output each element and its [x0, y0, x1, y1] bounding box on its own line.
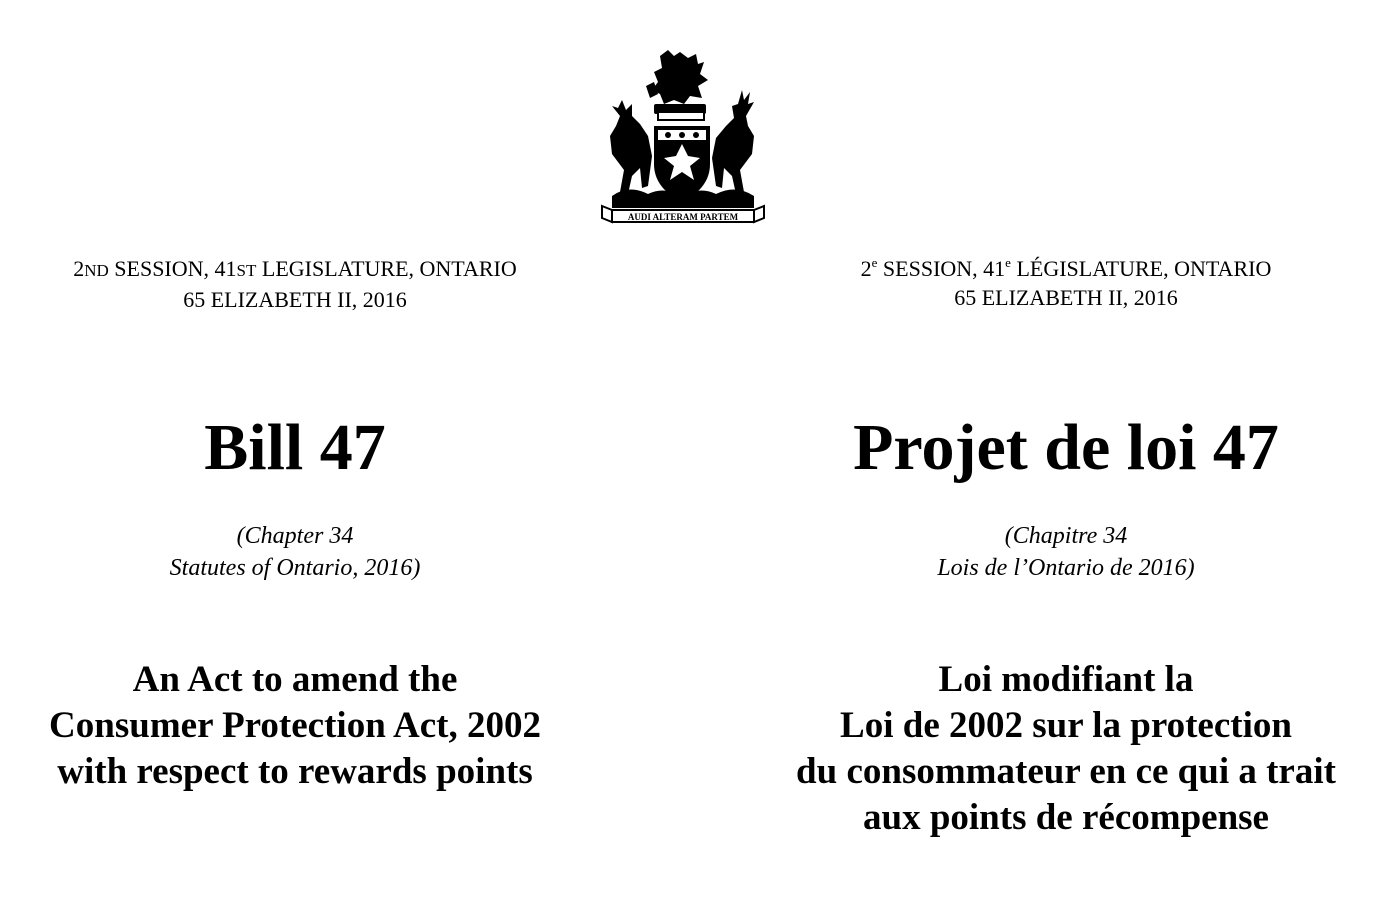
- french-chapter-citation: (Chapitre 34 Lois de l’Ontario de 2016): [937, 523, 1195, 581]
- ontario-coat-of-arms: [598, 46, 768, 226]
- french-session-line: 2e SESSION, 41e LÉGISLATURE, ONTARIO: [860, 255, 1272, 281]
- motto-text: AUDI ALTERAM PARTEM: [627, 212, 739, 222]
- moose-supporter-icon: [610, 100, 652, 194]
- english-session-line: 2ND SESSION, 41ST LEGISLATURE, ONTARIO: [73, 256, 517, 281]
- english-chapter-citation: (Chapter 34 Statutes of Ontario, 2016): [169, 523, 421, 581]
- english-bill-title: Bill 47: [204, 411, 386, 484]
- deer-supporter-icon: [712, 90, 754, 194]
- english-act-title: An Act to amend the Consumer Protection Act, 2002 with respect to rewards points: [49, 659, 541, 792]
- french-act-title: Loi modifiant la Loi de 2002 sur la protection du consommateur en ce qui a trait aux points de récompense: [796, 659, 1336, 838]
- english-reign-line: 65 ELIZABETH II, 2016: [183, 287, 407, 312]
- bear-crest-icon: [646, 50, 708, 114]
- french-session-info: [740, 254, 1392, 312]
- french-bill-title: Projet de loi 47: [853, 411, 1279, 484]
- french-reign-line: 65 ELIZABETH II, 2016: [954, 285, 1178, 310]
- english-session-info: [0, 254, 590, 314]
- motto-scroll: [602, 206, 764, 222]
